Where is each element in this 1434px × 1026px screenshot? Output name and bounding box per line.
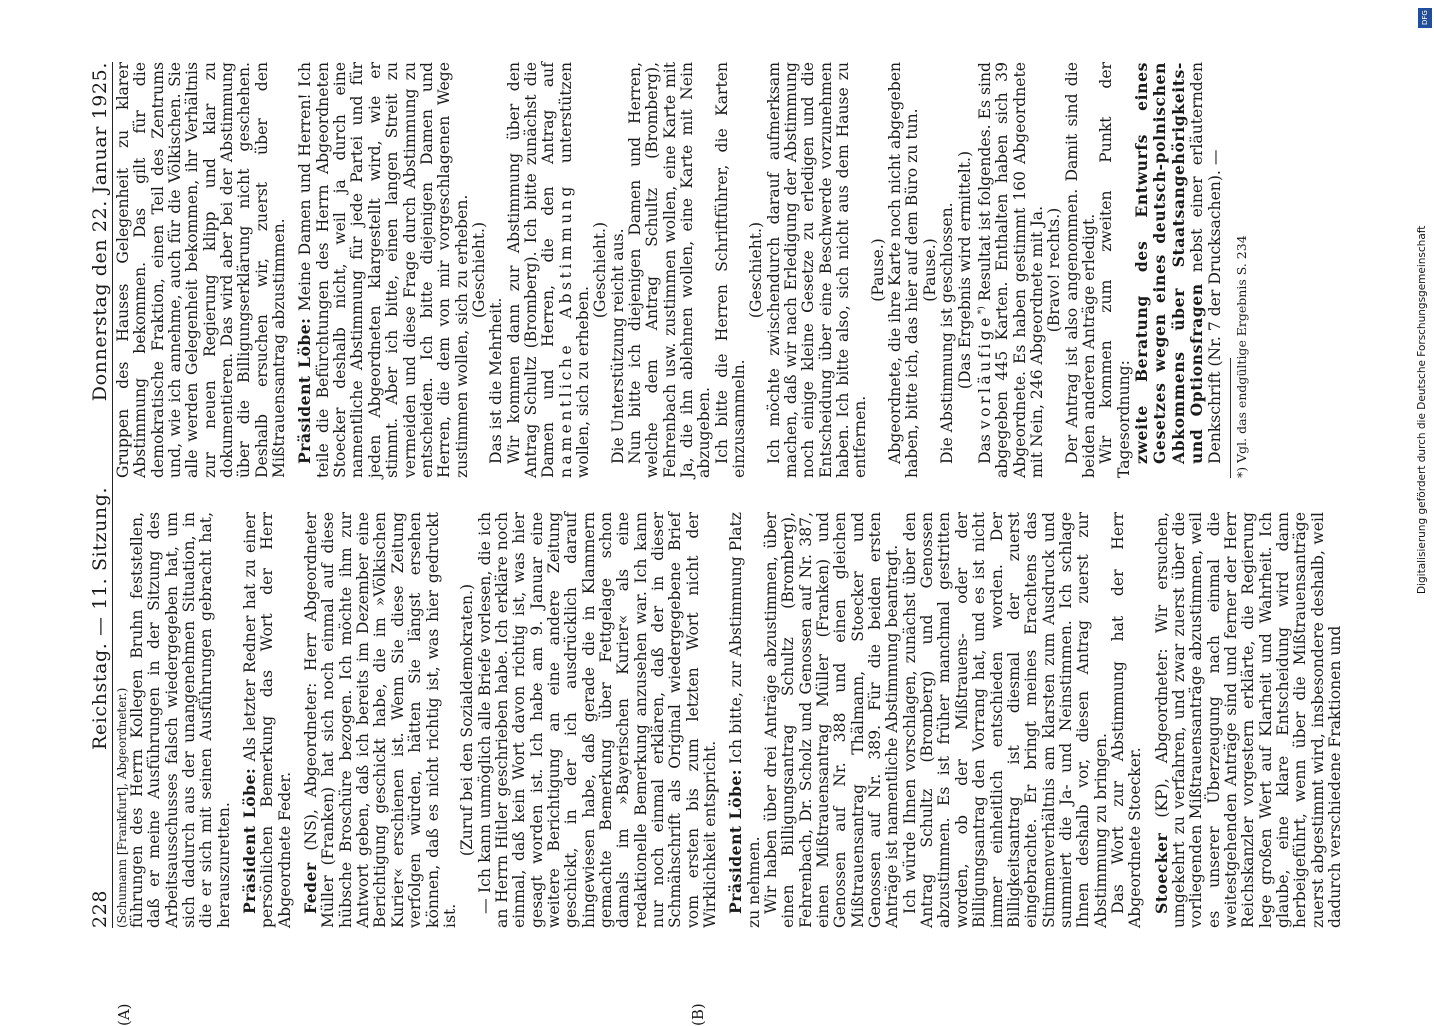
paragraph [296, 62, 470, 478]
margin-marker-a: (A) [115, 1003, 133, 1026]
stage-note: (Geschieht.) [591, 221, 610, 319]
stage-note: (Pause.) [920, 238, 939, 302]
speaker-name: Feder [301, 862, 321, 914]
session-title: Reichstag. — 11. Sitzung. [88, 486, 111, 750]
spaced-emphasis: vorläufige [976, 314, 995, 430]
paragraph: Wir haben über drei Anträge abzustimmen, über einen Billigungsantrag Schultz (Bromberg), Fehrenbach, Dr. Scholz und Genossen auf Nr. 387, einen Mißtrauensantrag Müller (Franken) und Genossen auf Nr. 388 und einen gleichen Mißtrauensantrag Thälmann, Stoecker und Genossen auf Nr. 389. Für die beiden ersten Anträge ist namentliche Abstimmung beantragt. [762, 512, 902, 928]
footnote: *) Vgl. das endgültige Ergebnis S. 234 [1233, 235, 1249, 478]
digitization-credit: Digitalisierung gefördert durch die Deutsche Forschungsgemeinschaft [1416, 225, 1428, 594]
interjection: (Zuruf bei den Sozialdemokraten.) [458, 583, 477, 857]
text-columns [115, 62, 1345, 928]
stage-note: (Pause.) [868, 238, 887, 302]
running-head: (Schumann [Frankfurt], Abgeordneter.) [115, 687, 129, 928]
paragraph [302, 512, 459, 928]
page-header [88, 62, 113, 928]
paragraph: Nun bitte ich diejenigen Damen und Herren, welche dem Antrag Schultz (Bromberg), Fehrenbach usw. zustimmen wollen, eine Karte mit Ja, die ihn ablehnen wollen, eine Karte mit Nein abzugeben. [625, 62, 714, 478]
paragraph: Der Antrag ist also angenommen. Damit sind die beiden anderen Anträge erledigt. [1062, 62, 1099, 478]
speech-text: Meine Damen und Herren! Ich teile die Befürchtungen des Herrn Abgeordneten Stoecker deshalb nicht, weil ja durch eine namentliche Abstimmung für jede Partei und für jeden Abgeordneten klargestellt wird, wie er stimmt. Aber ich bitte, einen langen Streit zu vermeiden und diese Frage durch Abstimmung zu entscheiden. Ich bitte diejenigen Damen und Herren, die dem von mir vorgeschlagenen Wege zustimmen wollen, sich zu erheben. [296, 62, 471, 478]
paragraph [1153, 512, 1345, 928]
session-date: Donnerstag den 22. Januar 1925. [88, 62, 111, 402]
speaker-name: Präsident Löbe: [726, 768, 746, 914]
paragraph: Die Abstimmung ist geschlossen. [938, 202, 957, 464]
text-fragment: Wir kommen dann zur Abstimmung über den Antrag Schultz (Bromberg). Ich bitte zunächst die Damen und Herren, die den Antrag auf [504, 62, 558, 478]
text-fragment: unterstützen wollen, sich zu erheben. [556, 62, 592, 478]
agenda-title: zweite Beratung des Entwurfs eines Gesetzes wegen eines deutsch-polnischen Abkommens über Staatsangehörigkeits- und Optionsfragen [1132, 62, 1207, 464]
text-fragment: Resultat ist folgendes. Es sind abgegeben 445 Karten. Enthalten haben sich 39 Abgeordnete. Es haben gestimmt 160 Abgeordnete mit Nein, 246 Abgeordnete mit Ja. [976, 61, 1047, 478]
stage-note: (Geschieht.) [469, 221, 488, 319]
dfg-logo: DFG [1418, 8, 1432, 28]
text-fragment: nebst einer erläuternden Denkschrift (Nr. 7 der Drucksachen). — [1188, 62, 1224, 464]
paragraph [506, 62, 593, 478]
paragraph: Die Unterstützung reicht aus. [608, 228, 627, 464]
speaker-name: Stoecker [1151, 832, 1171, 914]
paragraph [241, 512, 294, 928]
paragraph: Gruppen des Hauses Gelegenheit zu klarer Abstimmung bekommen. Das gilt für die demokratische Fraktion, einen Teil des Zentrums und, wie ich annehme, auch für die Völkischen. Sie alle werden Gelegenheit bekommen, ihr Verhältnis zur neuen Regierung klipp und klar zu dokumentieren. Das wird aber bei der Abstimmung über die Billigungserklärung nicht geschehen. Deshalb ersuchen wir, zuerst über den Mißtrauensantrag abzustimmen. [114, 62, 289, 478]
agenda-item [1133, 62, 1224, 478]
speaker-name: Präsident Löbe: [240, 767, 260, 914]
stage-note: (Das Ergebnis wird ermittelt.) [955, 150, 974, 390]
paragraph: Wir kommen zum zweiten Punkt der Tagesordnung: [1097, 62, 1133, 478]
paragraph: Abgeordnete, die ihre Karte noch nicht abgegeben haben, bitte ich, das hier auf dem Büro zu tun. [886, 62, 922, 478]
text-fragment: Das [976, 429, 995, 464]
speech-text: (KP), Abgeordneter: Wir ersuchen, umgekehrt zu verfahren, und zwar zuerst über die vorliegenden Mißtrauensanträge abzustimmen, weil es unserer Überzeugung nach einmal die weitestgehenden Anträge sind und ferner der Herr Reichskanzler vorgestern erklärte, die Regierung lege großen Wert auf Klarheit und Wahrheit. Ich glaube, eine klare Entscheidung wird dann herbeigeführt, wenn über die Mißtrauensanträge zuerst abgestimmt wird, insbesondere deshalb, weil dadurch verschiedene Fraktionen und [1152, 512, 1345, 928]
paragraph: Das ist die Mehrheit. [487, 297, 506, 464]
paragraph: führungen des Herrn Kollegen Bruhn feststellen, daß er meine Ausführungen in der Sitzung des Arbeitsausschusses falsch wiedergegeben hat, um sich dadurch aus der unangenehmen Situation, in die er sich mit seinen Ausführungen gebracht hat, herauszuretten. [128, 512, 233, 928]
paragraph: — Ich kann unmöglich alle Briefe vorlesen, die ich an Herrn Hitler geschrieben habe. Ich erkläre noch einmal, daß kein Wort davon richtig ist, was hier gesagt worden ist. Ich habe am 9. Januar eine weitere Berichtigung an eine andere Zeitung geschickt, in der ich ausdrücklich darauf hingewiesen habe, daß gerade die in Klammern gemachte Bemerkung über Fettgelage schon damals im »Bayerischen Kurier« als eine redaktionelle Bemerkung anzusehen war. Ich kann nur noch einmal erklären, daß der in dieser Schmähschrift als Original wiedergegebene Brief vom ersten bis zum letzten Wort nicht der Wirklichkeit entspricht. [475, 512, 719, 928]
speech-text: Als letzter Redner hat zu einer persönlichen Bemerkung das Wort der Herr Abgeordnete Feder. [241, 512, 294, 928]
speech-text: (NS), Abgeordneter: Herr Abgeordneter Müller (Franken) hat sich noch einmal auf diese hübsche Broschüre bezogen. Ich möchte ihm zur Antwort geben, daß ich bereits im Dezember eine Berichtigung geschickt habe, die im »Völkischen Kurier« erschienen ist. Wenn Sie diese Zeitung verfolgen würden, hätten Sie längst ersehen können, daß es nicht richtig ist, was hier gedruckt ist. [302, 512, 459, 928]
paragraph: Das Wort zur Abstimmung hat der Herr Abgeordnete Stoecker. [1108, 512, 1145, 928]
paragraph: Ich möchte zwischendurch darauf aufmerksam machen, daß wir nach Erledigung der Abstimmung noch einige kleine Gesetze zu erledigen und die Entscheidung über eine Beschwerde vorzunehmen haben. Ich bitte also, sich nicht aus dem Hause zu entfernen. [764, 62, 870, 478]
stage-note: (Geschieht.) [747, 221, 766, 319]
paragraph: Ich bitte die Herren Schriftführer, die Karten einzusammeln. [712, 62, 749, 478]
paragraph: Ich würde Ihnen vorschlagen, zunächst über den Antrag Schultz (Bromberg) und Genossen abzustimmen. Es ist früher manchmal gestritten worden, ob der Mißtrauens- oder der Billigungsantrag den Vorrang hat, und es ist nicht immer einheitlich entschieden worden. Der Billigkeitsantrag ist diesmal der zuerst eingebrachte. Er bringt meines Erachtens das Stimmenverhältnis am klarsten zum Ausdruck und summiert die Ja- und Neinstimmen. Ich schlage Ihnen deshalb vor, diesen Antrag zuerst zur Abstimmung zu bringen. [900, 512, 1110, 928]
paragraph [974, 62, 1047, 478]
speech-text: Ich bitte, zur Abstimmung Platz zu nehmen. [727, 512, 763, 928]
page-number: 228 [88, 889, 111, 928]
footnote-rule [1230, 358, 1231, 478]
column-left [115, 512, 1345, 928]
spaced-emphasis: namentliche Abstimmung [556, 183, 575, 478]
paragraph [727, 512, 763, 928]
column-right [115, 62, 1345, 478]
scanned-page [50, 0, 1390, 1026]
footnote-ref: *) [976, 306, 987, 315]
stage-note: (Bravo! rechts.) [1045, 207, 1064, 333]
speaker-name: Präsident Löbe: [295, 317, 315, 464]
margin-marker-b: (B) [689, 1003, 707, 1026]
